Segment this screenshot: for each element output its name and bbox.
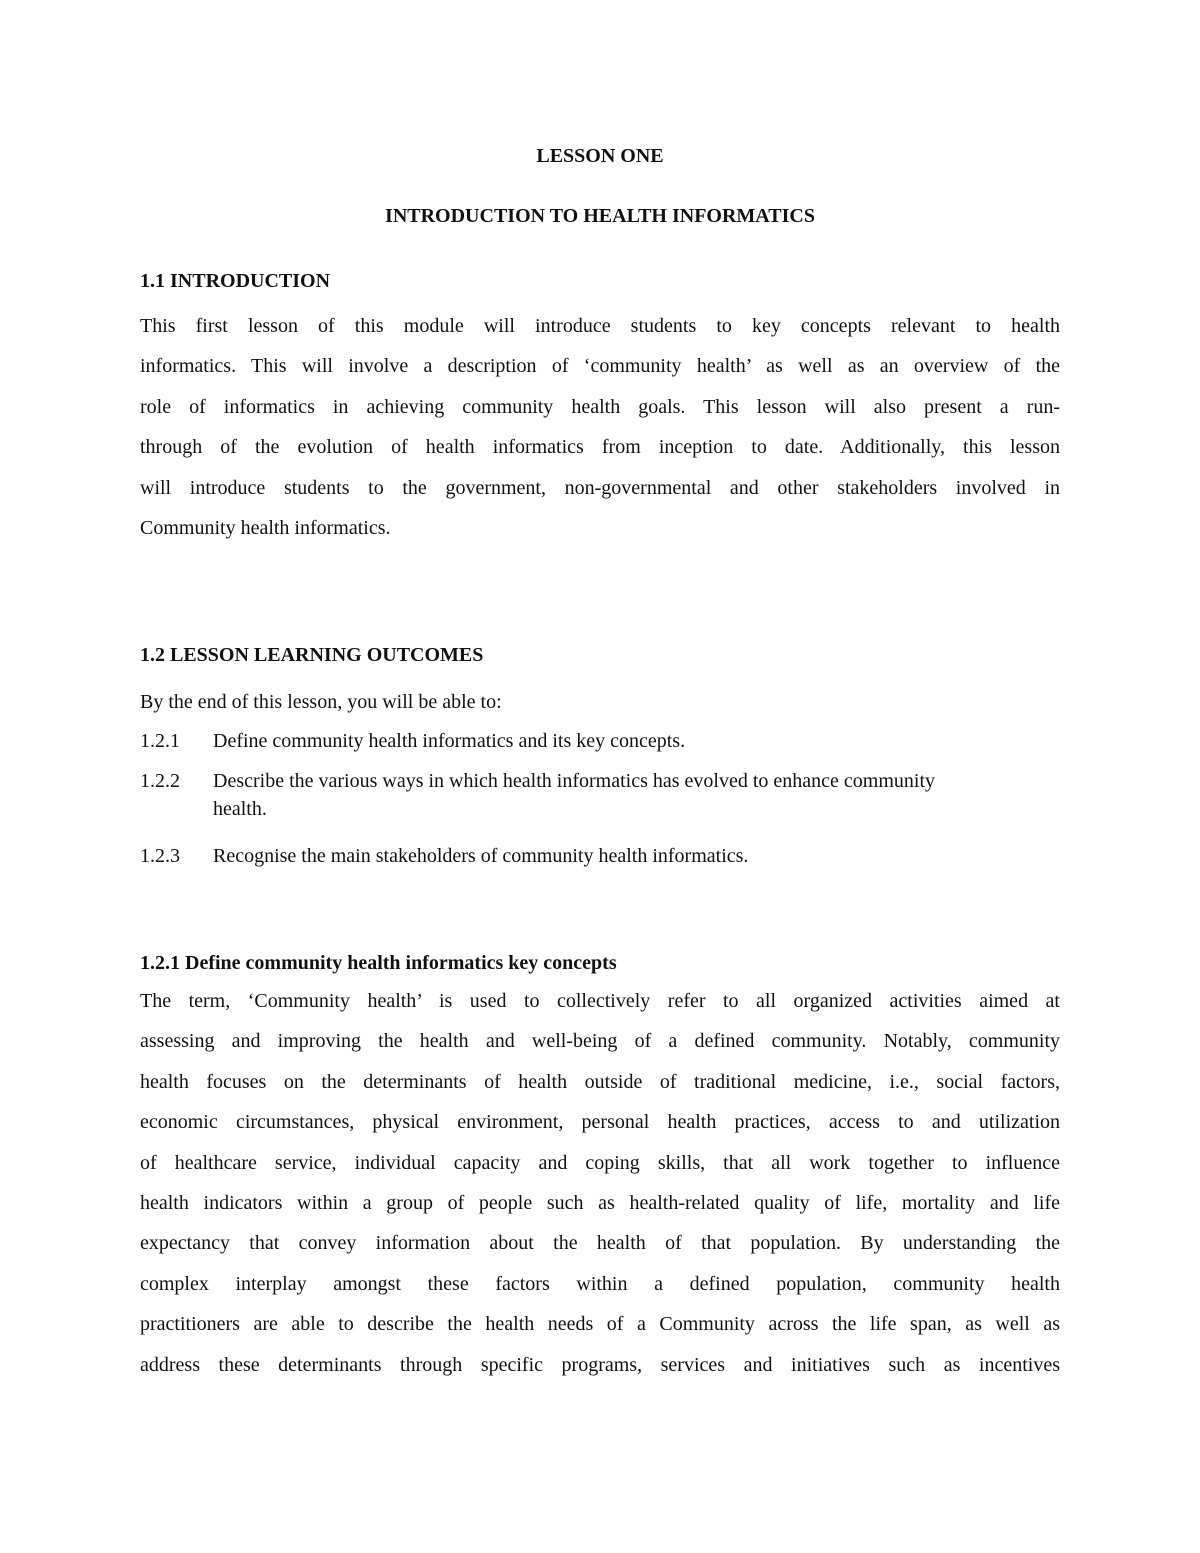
paragraph-line: Community health informatics. [140, 517, 391, 540]
paragraph-line: complex interplay amongst these factors within a defined population, community health [140, 1272, 1060, 1295]
paragraph-line: role of informatics in achieving community health goals. This lesson will also present a run- [140, 395, 1060, 418]
outcome-text: Define community health informatics and its key concepts. [213, 730, 686, 752]
paragraph-line: This first lesson of this module will introduce students to key concepts relevant to health [140, 315, 1060, 337]
paragraph-line: will introduce students to the government, non-governmental and other stakeholders involved in [140, 476, 1060, 499]
paragraph-line: health indicators within a group of people such as health-related quality of life, mortality and life [140, 1192, 1060, 1215]
paragraph-line: assessing and improving the health and well-being of a defined community. Notably, community [140, 1030, 1060, 1053]
section-121-paragraph [140, 981, 1060, 1385]
paragraph-line: of healthcare service, individual capacity and coping skills, that all work together to influence [140, 1151, 1060, 1174]
outcomes-intro: By the end of this lesson, you will be able to: [140, 691, 502, 713]
paragraph-line: The term, ‘Community health’ is used to collectively refer to all organized activities aimed at [140, 990, 1060, 1012]
outcome-number: 1.2.3 [140, 845, 180, 867]
outcomes-heading: 1.2 LESSON LEARNING OUTCOMES [140, 644, 484, 666]
paragraph-line: practitioners are able to describe the health needs of a Community across the life span, as well as [140, 1313, 1060, 1336]
outcome-number: 1.2.1 [140, 730, 180, 752]
outcome-text: Describe the various ways in which health informatics has evolved to enhance community health. [213, 770, 936, 820]
introduction-heading: 1.1 INTRODUCTION [140, 270, 331, 292]
lesson-title: LESSON ONE [536, 145, 664, 167]
introduction-paragraph [140, 306, 1060, 548]
paragraph-line: address these determinants through specific programs, services and initiatives such as incentives [140, 1353, 1060, 1376]
lesson-subtitle: INTRODUCTION TO HEALTH INFORMATICS [385, 205, 815, 227]
paragraph-line: economic circumstances, physical environment, personal health practices, access to and utilization [140, 1111, 1060, 1134]
paragraph-line: informatics. This will involve a description of ‘community health’ as well as an overview of the [140, 355, 1060, 378]
outcome-text: Recognise the main stakeholders of community health informatics. [213, 845, 749, 867]
outcome-number: 1.2.2 [140, 770, 180, 792]
paragraph-line: through of the evolution of health informatics from inception to date. Additionally, this lesson [140, 436, 1060, 459]
section-121-heading: 1.2.1 Define community health informatics key concepts [140, 952, 617, 974]
paragraph-line: health focuses on the determinants of health outside of traditional medicine, i.e., social factors, [140, 1070, 1060, 1093]
paragraph-line: expectancy that convey information about the health of that population. By understanding the [140, 1232, 1060, 1255]
